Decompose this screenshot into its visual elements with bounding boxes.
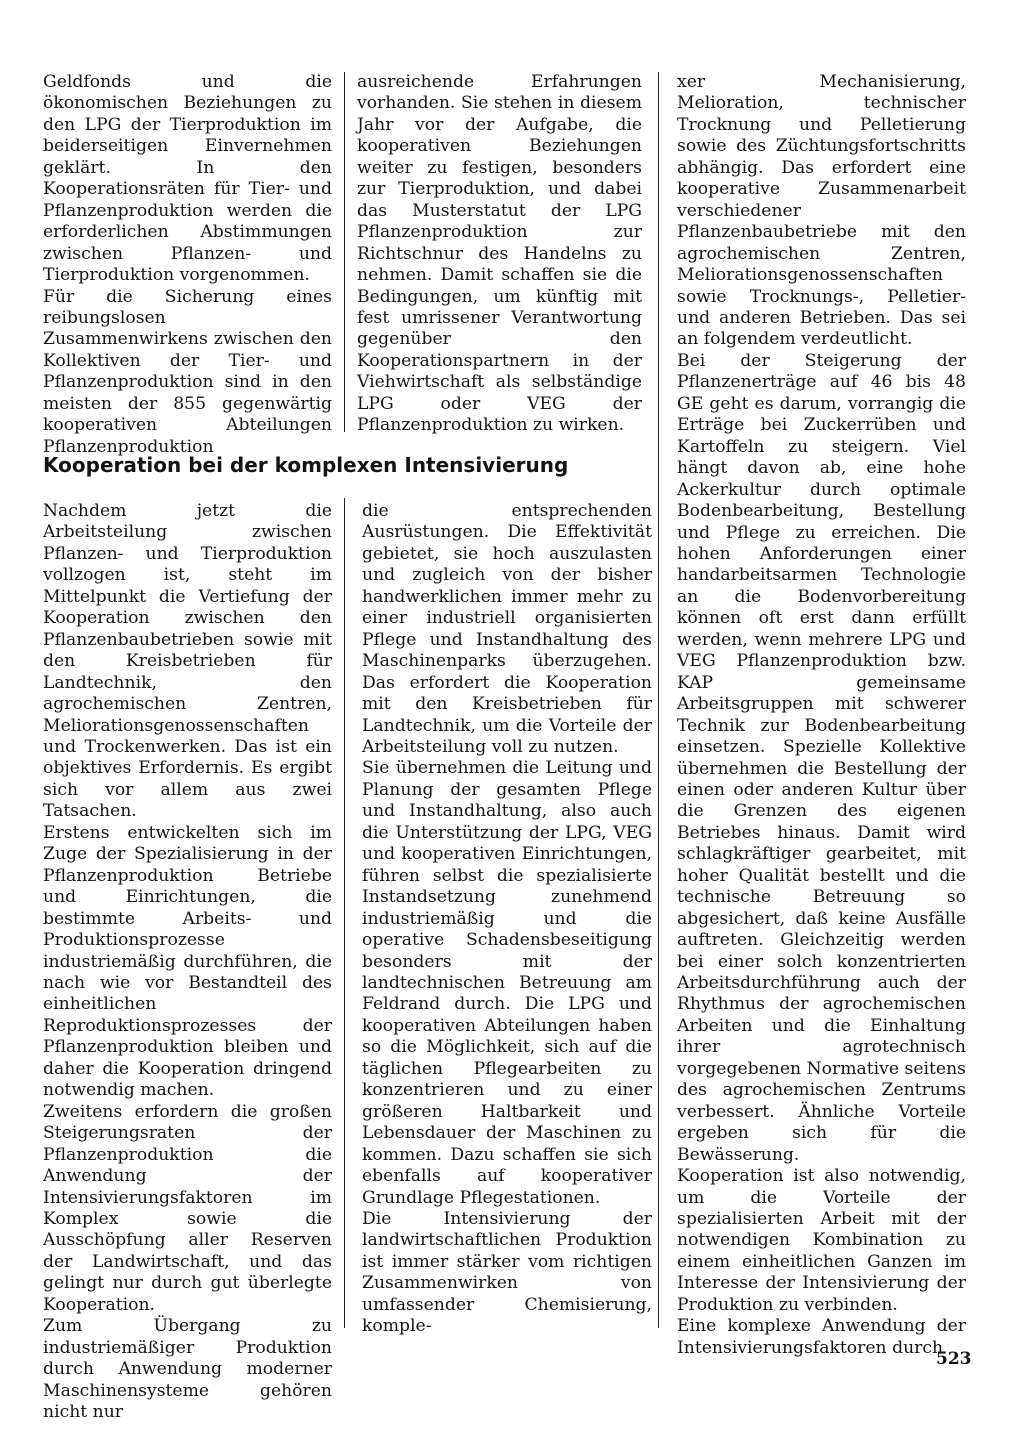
paragraph: Nachdem jetzt die Arbeitsteilung zwischen Pflanzen- und Tierproduktion vollzogen ist, steht im Mittelpunkt die Vertiefung der Kooperation zwischen den Pflanzenbaubetrieben sowie mit den Kreisbetrieben für Landtechnik, den agrochemischen Zentren, Meliorationsgenossenschaften und Trockenwerken. Das ist ein objektives Erfordernis. Es ergibt sich vor allem aus zwei Tatsachen.	[43, 501, 332, 822]
paragraph: Erstens entwickelten sich im Zuge der Spezialisierung in der Pflanzenproduktion Betriebe und Einrichtungen, die bestimmte Arbeits- und Produktionsprozesse industriemäßig durchführen, die nach wie vor Bestandteil des einheitlichen Reproduktionsprozesses der Pflanzenproduktion bleiben und daher die Kooperation dringend notwendig machen.	[43, 822, 332, 1101]
column-rule	[658, 72, 659, 1328]
paragraph: Bei der Steigerung der Pflanzenerträge auf 46 bis 48 GE geht es darum, vorrangig die Erträge bei Zuckerrüben und Kartoffeln zu steigern. Viel hängt davon ab, eine hohe Ackerkultur durch optimale Bodenbearbeitung, Bestellung und Pflege zu erreichen. Die hohen Anforderungen einer handarbeitsarmen Technologie an die Bodenvorbereitung können oft erst dann erfüllt werden, wenn mehrere LPG und VEG Pflanzenproduktion bzw. KAP gemeinsame Arbeitsgruppen mit schwerer Technik zur Bodenbearbeitung einsetzen. Spezielle Kollektive übernehmen die Bestellung der einen oder anderen Kultur über die Grenzen des eigenen Betriebes hinaus. Damit wird schlagkräftiger gearbeitet, mit hoher Qualität bestellt und die technische Betreuung so abgesichert, daß keine Ausfälle auftreten. Gleichzeitig werden bei einer solch konzentrierten Arbeitsdurchführung auch der Rhythmus der agrochemischen Arbeiten und die Einhaltung ihrer agrotechnisch vorgegebenen Normative seitens des agrochemischen Zentrums verbessert. Ähnliche Vorteile ergeben sich für die Bewässerung.	[677, 350, 966, 1165]
paragraph: Für die Sicherung eines reibungslosen Zusammenwirkens zwischen den Kollektiven der Tier- und Pflanzenproduktion sind in den meisten der 855 gegenwärtig kooperativen Abteilungen Pflanzenproduktion	[43, 286, 332, 457]
paragraph: Kooperation ist also notwendig, um die Vorteile der spezialisierten Arbeit mit der notwendigen Kombination zu einem einheitlichen Ganzen im Interesse der Intensivierung der Produktion zu verbinden.	[677, 1166, 966, 1315]
paragraph: ausreichende Erfahrungen vorhanden. Sie stehen in diesem Jahr vor der Aufgabe, die kooperativen Beziehungen weiter zu festigen, besonders zur Tierproduktion, und dabei das Musterstatut der LPG Pflanzenproduktion zur Richtschnur des Handelns zu nehmen. Damit schaffen sie die Bedingungen, um künftig mit fest umrissener Verantwortung gegenüber den Kooperationspartnern in der Viehwirtschaft als selbständige LPG oder VEG der Pflanzenproduktion zu wirken.	[357, 72, 642, 436]
paragraph: Sie übernehmen die Leitung und Planung der gesamten Pflege und Instandhaltung, also auch die Unterstützung der LPG, VEG und kooperativen Einrichtungen, führen selbst die spezialisierte Instandsetzung zunehmend industriemäßig und die operative Schadensbeseitigung besonders mit der landtechnischen Betreuung am Feldrand durch. Die LPG und kooperativen Abteilungen haben so die Möglichkeit, sich auf die täglichen Pflegearbeiten zu konzentrieren und zu einer größeren Haltbarkeit und Lebensdauer der Maschinen zu kommen. Dazu schaffen sie sich ebenfalls auf kooperativer Grundlage Pflegestationen.	[362, 758, 652, 1208]
paragraph: Zweitens erfordern die großen Steigerungsraten der Pflanzenproduktion die Anwendung der Intensivierungsfaktoren im Komplex sowie die Ausschöpfung aller Reserven der Landwirtschaft, und das gelingt nur durch gut überlegte Kooperation.	[43, 1101, 332, 1315]
paragraph: Eine komplexe Anwendung der Intensivierungsfaktoren durch	[677, 1316, 966, 1358]
paragraph: Geldfonds und die ökonomischen Beziehungen zu den LPG der Tierproduktion im beiderseitigen Einvernehmen geklärt. In den Kooperationsräten für Tier- und Pflanzenproduktion werden die erforderlichen Abstimmungen zwischen Pflanzen- und Tierproduktion vorgenommen.	[43, 72, 332, 286]
text-column-top-left	[43, 72, 332, 458]
column-rule	[344, 72, 345, 432]
text-column-top-middle	[357, 72, 642, 437]
paragraph: Zum Übergang zu industriemäßiger Produktion durch Anwendung moderner Maschinensysteme gehören nicht nur	[43, 1316, 332, 1423]
text-column-bottom-left	[43, 501, 332, 1423]
section-heading: Kooperation bei der komplexen Intensivierung	[43, 453, 569, 477]
text-column-bottom-middle	[362, 501, 652, 1338]
column-rule	[344, 498, 345, 1328]
text-column-right	[677, 72, 966, 1359]
paragraph: xer Mechanisierung, Melioration, technischer Trocknung und Pelletierung sowie des Züchtungsfortschritts abhängig. Das erfordert eine kooperative Zusammenarbeit verschiedener Pflanzenbaubetriebe mit den agrochemischen Zentren, Meliorationsgenossenschaften sowie Trocknungs-, Pelletier- und anderen Betrieben. Das sei an folgendem verdeutlicht.	[677, 72, 966, 350]
page-number: 523	[936, 1349, 972, 1369]
paragraph: die entsprechenden Ausrüstungen. Die Effektivität gebietet, sie hoch auszulasten und zugleich von der bisher handwerklichen immer mehr zu einer industriell organisierten Pflege und Instandhaltung des Maschinenparks überzugehen. Das erfordert die Kooperation mit den Kreisbetrieben für Landtechnik, um die Vorteile der Arbeitsteilung voll zu nutzen.	[362, 501, 652, 757]
paragraph: Die Intensivierung der landwirtschaftlichen Produktion ist immer stärker vom richtigen Zusammenwirken von umfassender Chemisierung, komple-	[362, 1208, 652, 1337]
